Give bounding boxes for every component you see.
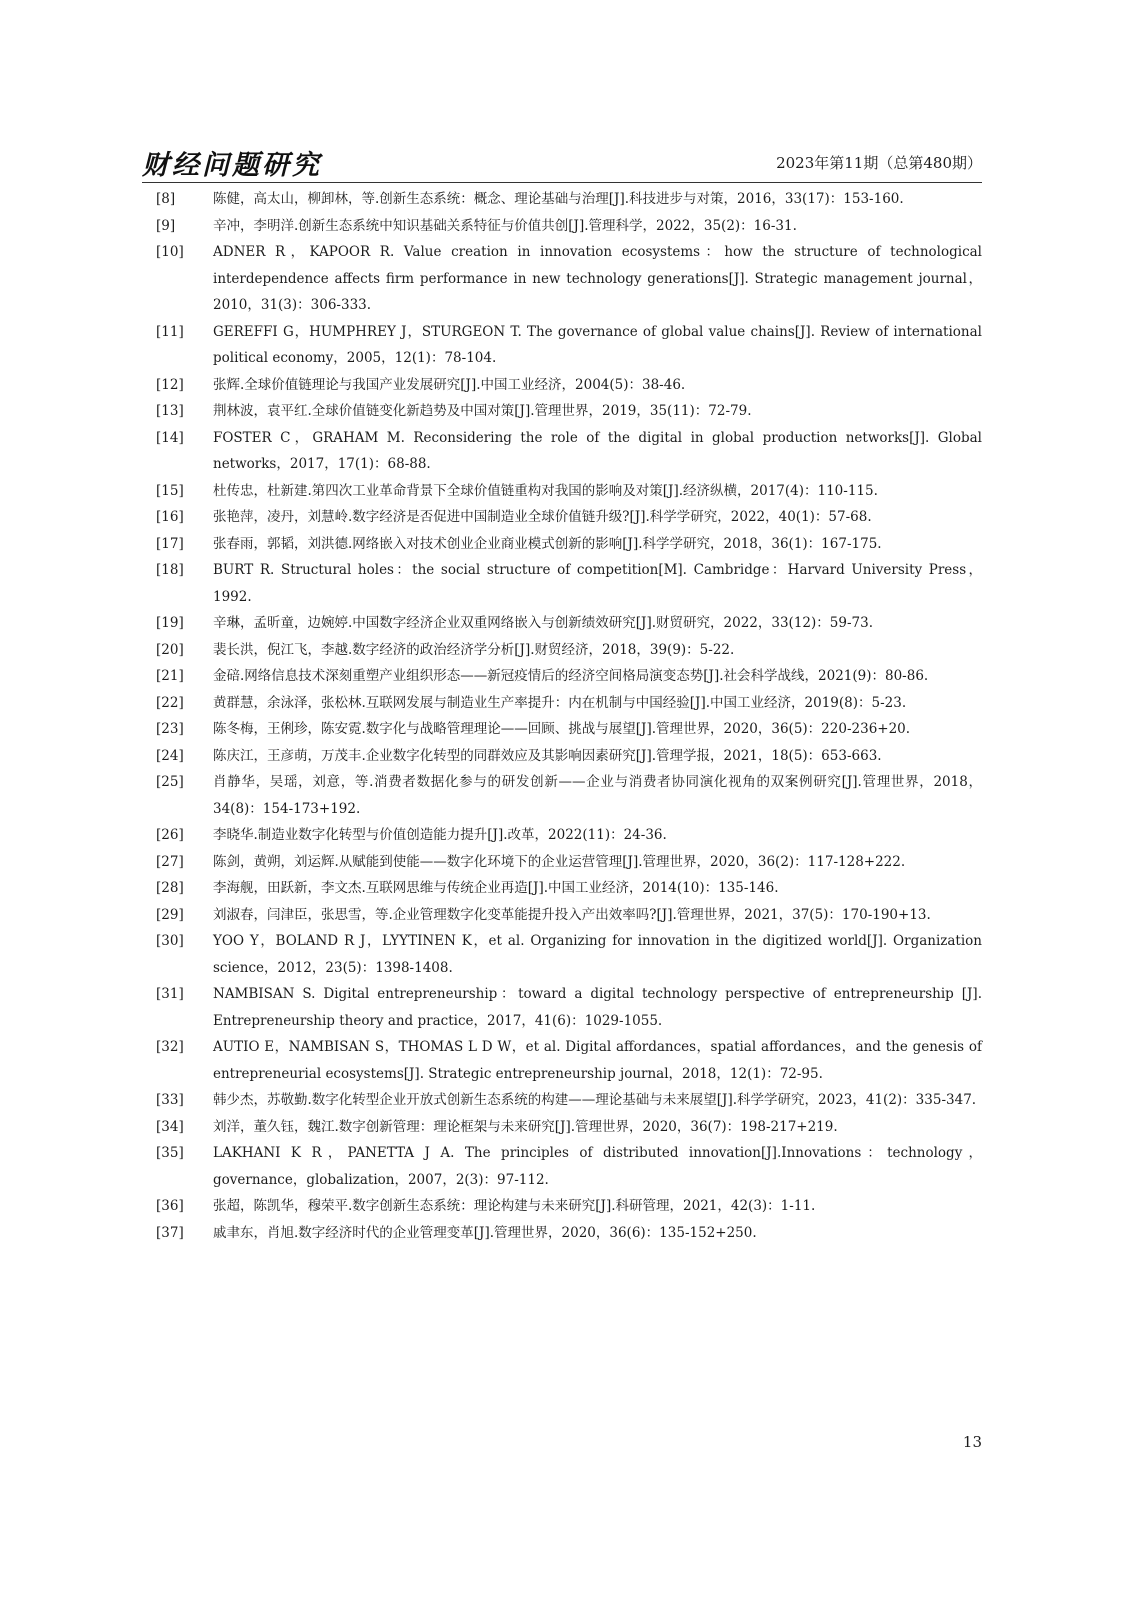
reference-item [142,637,982,664]
reference-text: 荆林波，袁平红.全球价值链变化新趋势及中国对策[J].管理世界，2019，35(11)：72-79. [213,403,752,419]
reference-number: [13] [156,403,184,419]
reference-item [142,875,982,902]
reference-item [142,849,982,876]
reference-number: [8] [156,191,176,207]
reference-item [142,213,982,240]
reference-item [142,398,982,425]
reference-item [142,981,982,1034]
reference-item [142,319,982,372]
reference-item [142,557,982,610]
reference-text: 刘淑春，闫津臣，张思雪，等.企业管理数字化变革能提升投入产出效率吗?[J].管理世界，2021，37(5)：170-190+13. [213,906,931,923]
reference-number: [37] [156,1224,184,1241]
reference-text: 戚聿东，肖旭.数字经济时代的企业管理变革[J].管理世界，2020，36(6)：135-152+250. [213,1224,757,1241]
reference-text: 辛冲，李明洋.创新生态系统中知识基础关系特征与价值共创[J].管理科学，2022，35(2)：16-31. [213,217,797,234]
reference-number: [29] [156,906,184,923]
reference-number: [18] [156,562,184,578]
reference-item [142,186,982,213]
reference-text: NAMBISAN S. Digital entrepreneurship：toward a digital technology perspective of entrepreneurship [J]. Entrepreneurship theory and practice，2017，41(6)：1029-1055. [213,986,982,1029]
reference-text: 张辉.全球价值链理论与我国产业发展研究[J].中国工业经济，2004(5)：38-46. [213,376,686,393]
reference-number: [30] [156,933,184,949]
reference-text: 韩少杰，苏敬勤.数字化转型企业开放式创新生态系统的构建——理论基础与未来展望[J].科学学研究，2023，41(2)：335-347. [213,1092,977,1108]
reference-text: 金碚.网络信息技术深刻重塑产业组织形态——新冠疫情后的经济空间格局演变态势[J].社会科学战线，2021(9)：80-86. [213,668,929,684]
reference-text: ADNER R，KAPOOR R. Value creation in innovation ecosystems：how the structure of technological interdependence affects firm performance in new technology generations[J]. Strategic management journal，2010，31(3)：306-333. [213,244,982,313]
reference-item [142,769,982,822]
reference-number: [19] [156,615,184,631]
reference-item [142,531,982,558]
reference-number: [26] [156,827,184,843]
reference-number: [33] [156,1092,184,1108]
reference-text: 裴长洪，倪江飞，李越.数字经济的政治经济学分析[J].财贸经济，2018，39(9)：5-22. [213,641,735,658]
reference-item [142,1140,982,1193]
reference-number: [15] [156,482,184,499]
reference-item [142,716,982,743]
reference-item [142,504,982,531]
reference-text: 李晓华.制造业数字化转型与价值创造能力提升[J].改革，2022(11)：24-36. [213,827,667,843]
reference-item [142,690,982,717]
reference-text: 辛琳，孟昕童，边婉婷.中国数字经济企业双重网络嵌入与创新绩效研究[J].财贸研究，2022，33(12)：59-73. [213,615,873,631]
reference-number: [17] [156,535,184,552]
reference-number: [23] [156,721,184,737]
reference-text: 张艳萍，凌丹，刘慧岭.数字经济是否促进中国制造业全球价值链升级?[J].科学学研究，2022，40(1)：57-68. [213,509,872,525]
reference-number: [9] [156,217,176,234]
reference-text: 肖静华，吴瑶，刘意，等.消费者数据化参与的研发创新——企业与消费者协同演化视角的双案例研究[J].管理世界，2018，34(8)：154-173+192. [213,774,982,817]
reference-text: YOO Y，BOLAND R J，LYYTINEN K，et al. Organizing for innovation in the digitized world[J]. Organization science，2012，23(5)：1398-1408. [213,933,982,976]
reference-item [142,663,982,690]
reference-item [142,478,982,505]
reference-number: [27] [156,853,184,870]
reference-number: [34] [156,1118,184,1135]
reference-text: 陈健，高太山，柳卸林，等.创新生态系统：概念、理论基础与治理[J].科技进步与对策，2016，33(17)：153-160. [213,191,904,207]
reference-text: 杜传忠，杜新建.第四次工业革命背景下全球价值链重构对我国的影响及对策[J].经济纵横，2017(4)：110-115. [213,482,878,499]
reference-text: GEREFFI G，HUMPHREY J，STURGEON T. The governance of global value chains[J]. Review of international political economy，2005，12(1)：78-104. [213,323,982,366]
reference-item [142,1087,982,1114]
reference-text: 刘洋，董久钰，魏江.数字创新管理：理论框架与未来研究[J].管理世界，2020，36(7)：198-217+219. [213,1118,838,1135]
reference-item [142,1114,982,1141]
reference-text: BURT R. Structural holes：the social structure of competition[M]. Cambridge：Harvard University Press，1992. [213,562,982,605]
reference-number: [35] [156,1145,184,1161]
reference-item [142,1034,982,1087]
reference-item [142,372,982,399]
header-rule [142,182,982,183]
reference-number: [12] [156,376,184,393]
reference-text: 黄群慧，余泳泽，张松林.互联网发展与制造业生产率提升：内在机制与中国经验[J].中国工业经济，2019(8)：5-23. [213,694,907,711]
reference-number: [10] [156,244,184,260]
reference-number: [16] [156,509,184,525]
reference-number: [22] [156,694,184,711]
reference-text: FOSTER C，GRAHAM M. Reconsidering the role of the digital in global production networks[J]. Global networks，2017，17(1)：68-88. [213,429,982,472]
page-number: 13 [962,1433,982,1451]
reference-item [142,239,982,319]
reference-item [142,425,982,478]
reference-item [142,902,982,929]
reference-item [142,610,982,637]
reference-number: [31] [156,986,184,1002]
reference-text: 张超，陈凯华，穆荣平.数字创新生态系统：理论构建与未来研究[J].科研管理，2021，42(3)：1-11. [213,1198,816,1214]
reference-item [142,822,982,849]
page-header [142,143,982,181]
reference-text: 陈庆江，王彦萌，万茂丰.企业数字化转型的同群效应及其影响因素研究[J].管理学报，2021，18(5)：653-663. [213,747,882,764]
reference-item [142,928,982,981]
reference-text: 陈剑，黄朔，刘运辉.从赋能到使能——数字化环境下的企业运营管理[J].管理世界，2020，36(2)：117-128+222. [213,853,906,870]
reference-number: [32] [156,1039,184,1055]
reference-number: [28] [156,880,184,896]
reference-number: [14] [156,429,184,446]
reference-number: [25] [156,774,184,790]
journal-logo: 财经问题研究 [142,150,322,181]
reference-item [142,743,982,770]
reference-number: [11] [156,323,184,340]
reference-number: [36] [156,1198,184,1214]
issue-info: 2023年第11期（总第480期） [776,154,982,172]
reference-number: [21] [156,668,184,684]
reference-text: 陈冬梅，王俐珍，陈安霓.数字化与战略管理理论——回顾、挑战与展望[J].管理世界，2020，36(5)：220-236+20. [213,721,911,737]
reference-item [142,1193,982,1220]
reference-text: 张春雨，郭韬，刘洪德.网络嵌入对技术创业企业商业模式创新的影响[J].科学学研究，2018，36(1)：167-175. [213,535,882,552]
reference-text: LAKHANI K R，PANETTA J A. The principles of distributed innovation[J].Innovations：technology，governance，globalization，2007，2(3)：97-112. [213,1145,982,1188]
reference-text: AUTIO E，NAMBISAN S，THOMAS L D W，et al. Digital affordances，spatial affordances，and the genesis of entrepreneurial ecosystems[J]. Strategic entrepreneurship journal，2018，12(1)：72-95. [213,1039,982,1082]
reference-number: [24] [156,747,184,764]
reference-list [142,186,982,1246]
reference-number: [20] [156,641,184,658]
reference-text: 李海舰，田跃新，李文杰.互联网思维与传统企业再造[J].中国工业经济，2014(10)：135-146. [213,880,779,896]
reference-item [142,1220,982,1247]
